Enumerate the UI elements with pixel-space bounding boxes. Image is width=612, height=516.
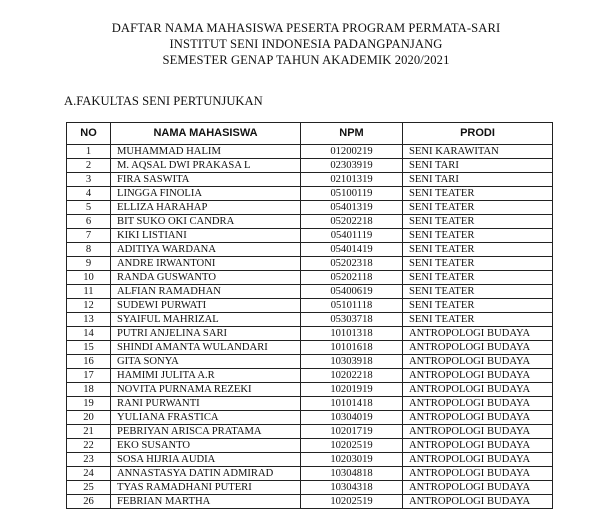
cell-nama: ANDRE IRWANTONI (111, 257, 301, 271)
student-table (66, 122, 553, 509)
table-row (67, 327, 553, 341)
cell-nama: KIKI LISTIANI (111, 229, 301, 243)
cell-prodi: ANTROPOLOGI BUDAYA (403, 453, 553, 467)
cell-nama: PUTRI ANJELINA SARI (111, 327, 301, 341)
cell-prodi: ANTROPOLOGI BUDAYA (403, 341, 553, 355)
cell-no: 14 (67, 327, 111, 341)
cell-npm: 10304019 (301, 411, 403, 425)
table-row (67, 313, 553, 327)
table-row (67, 215, 553, 229)
cell-prodi: SENI TEATER (403, 271, 553, 285)
table-row (67, 481, 553, 495)
cell-no: 3 (67, 173, 111, 187)
cell-npm: 10203019 (301, 453, 403, 467)
header-nama: NAMA MAHASISWA (111, 123, 301, 145)
cell-nama: RANI PURWANTI (111, 397, 301, 411)
cell-prodi: SENI TEATER (403, 299, 553, 313)
document-title: DAFTAR NAMA MAHASISWA PESERTA PROGRAM PERMATA-SARI (111, 21, 501, 35)
cell-prodi: ANTROPOLOGI BUDAYA (403, 369, 553, 383)
cell-npm: 10201919 (301, 383, 403, 397)
semester-line: SEMESTER GENAP TAHUN AKADEMIK 2020/2021 (162, 53, 450, 67)
cell-nama: EKO SUSANTO (111, 439, 301, 453)
cell-no: 7 (67, 229, 111, 243)
table-row (67, 271, 553, 285)
table-row (67, 159, 553, 173)
table-row (67, 453, 553, 467)
cell-no: 8 (67, 243, 111, 257)
table-row (67, 383, 553, 397)
table-row (67, 257, 553, 271)
cell-prodi: SENI TEATER (403, 215, 553, 229)
cell-npm: 05202118 (301, 271, 403, 285)
cell-prodi: SENI TEATER (403, 229, 553, 243)
cell-npm: 10201719 (301, 425, 403, 439)
cell-npm: 02303919 (301, 159, 403, 173)
cell-prodi: ANTROPOLOGI BUDAYA (403, 327, 553, 341)
cell-nama: YULIANA FRASTICA (111, 411, 301, 425)
institution-name: INSTITUT SENI INDONESIA PADANGPANJANG (169, 37, 443, 51)
cell-npm: 05401119 (301, 229, 403, 243)
cell-no: 12 (67, 299, 111, 313)
header-no: NO (67, 123, 111, 145)
cell-nama: NOVITA PURNAMA REZEKI (111, 383, 301, 397)
document-header (0, 20, 612, 68)
table-row (67, 439, 553, 453)
cell-no: 10 (67, 271, 111, 285)
cell-no: 16 (67, 355, 111, 369)
cell-no: 17 (67, 369, 111, 383)
cell-npm: 10202519 (301, 439, 403, 453)
cell-nama: ANNASTASYA DATIN ADMIRAD (111, 467, 301, 481)
cell-npm: 05202318 (301, 257, 403, 271)
cell-prodi: ANTROPOLOGI BUDAYA (403, 383, 553, 397)
cell-npm: 05400619 (301, 285, 403, 299)
cell-nama: ELLIZA HARAHAP (111, 201, 301, 215)
cell-nama: TYAS RAMADHANI PUTERI (111, 481, 301, 495)
cell-npm: 10304818 (301, 467, 403, 481)
cell-prodi: SENI TEATER (403, 313, 553, 327)
cell-npm: 05401319 (301, 201, 403, 215)
cell-npm: 10101418 (301, 397, 403, 411)
cell-no: 20 (67, 411, 111, 425)
cell-prodi: ANTROPOLOGI BUDAYA (403, 425, 553, 439)
cell-prodi: SENI TEATER (403, 243, 553, 257)
table-row (67, 341, 553, 355)
table-row (67, 187, 553, 201)
cell-prodi: ANTROPOLOGI BUDAYA (403, 355, 553, 369)
cell-nama: FEBRIAN MARTHA (111, 495, 301, 509)
cell-prodi: SENI TEATER (403, 201, 553, 215)
cell-npm: 05401419 (301, 243, 403, 257)
cell-nama: MUHAMMAD HALIM (111, 145, 301, 159)
cell-npm: 05202218 (301, 215, 403, 229)
table-row (67, 229, 553, 243)
cell-no: 18 (67, 383, 111, 397)
cell-prodi: ANTROPOLOGI BUDAYA (403, 481, 553, 495)
cell-nama: M. AQSAL DWI PRAKASA L (111, 159, 301, 173)
cell-no: 11 (67, 285, 111, 299)
cell-nama: HAMIMI JULITA A.R (111, 369, 301, 383)
table-row (67, 425, 553, 439)
cell-no: 6 (67, 215, 111, 229)
cell-npm: 10303918 (301, 355, 403, 369)
cell-nama: PEBRIYAN ARISCA PRATAMA (111, 425, 301, 439)
table-row (67, 411, 553, 425)
cell-prodi: ANTROPOLOGI BUDAYA (403, 495, 553, 509)
cell-npm: 05100119 (301, 187, 403, 201)
cell-nama: SOSA HIJRIA AUDIA (111, 453, 301, 467)
cell-no: 4 (67, 187, 111, 201)
cell-prodi: ANTROPOLOGI BUDAYA (403, 411, 553, 425)
cell-no: 21 (67, 425, 111, 439)
cell-nama: FIRA SASWITA (111, 173, 301, 187)
cell-nama: BIT SUKO OKI CANDRA (111, 215, 301, 229)
table-row (67, 369, 553, 383)
cell-nama: ADITIYA WARDANA (111, 243, 301, 257)
cell-no: 15 (67, 341, 111, 355)
header-prodi: PRODI (403, 123, 553, 145)
cell-nama: SYAIFUL MAHRIZAL (111, 313, 301, 327)
cell-no: 23 (67, 453, 111, 467)
cell-no: 24 (67, 467, 111, 481)
cell-no: 1 (67, 145, 111, 159)
cell-npm: 02101319 (301, 173, 403, 187)
cell-npm: 10101618 (301, 341, 403, 355)
cell-no: 13 (67, 313, 111, 327)
cell-npm: 05101118 (301, 299, 403, 313)
cell-npm: 10304318 (301, 481, 403, 495)
cell-nama: LINGGA FINOLIA (111, 187, 301, 201)
cell-no: 2 (67, 159, 111, 173)
section-heading: A.FAKULTAS SENI PERTUNJUKAN (64, 94, 263, 108)
cell-prodi: SENI TARI (403, 173, 553, 187)
cell-no: 25 (67, 481, 111, 495)
cell-prodi: SENI TEATER (403, 187, 553, 201)
cell-no: 5 (67, 201, 111, 215)
cell-npm: 01200219 (301, 145, 403, 159)
cell-nama: ALFIAN RAMADHAN (111, 285, 301, 299)
cell-prodi: ANTROPOLOGI BUDAYA (403, 467, 553, 481)
table-row (67, 173, 553, 187)
cell-no: 9 (67, 257, 111, 271)
table-row (67, 285, 553, 299)
cell-nama: RANDA GUSWANTO (111, 271, 301, 285)
cell-prodi: SENI KARAWITAN (403, 145, 553, 159)
table-row (67, 243, 553, 257)
cell-no: 19 (67, 397, 111, 411)
cell-nama: GITA SONYA (111, 355, 301, 369)
cell-nama: SHINDI AMANTA WULANDARI (111, 341, 301, 355)
header-npm: NPM (301, 123, 403, 145)
table-row (67, 495, 553, 509)
cell-prodi: ANTROPOLOGI BUDAYA (403, 439, 553, 453)
table-row (67, 397, 553, 411)
cell-nama: SUDEWI PURWATI (111, 299, 301, 313)
cell-npm: 10202519 (301, 495, 403, 509)
cell-npm: 10101318 (301, 327, 403, 341)
cell-prodi: SENI TARI (403, 159, 553, 173)
table-row (67, 299, 553, 313)
cell-no: 22 (67, 439, 111, 453)
cell-no: 26 (67, 495, 111, 509)
table-row (67, 201, 553, 215)
cell-prodi: SENI TEATER (403, 257, 553, 271)
cell-prodi: ANTROPOLOGI BUDAYA (403, 397, 553, 411)
table-header-row (67, 123, 553, 145)
cell-npm: 10202218 (301, 369, 403, 383)
table-row (67, 467, 553, 481)
table-row (67, 145, 553, 159)
cell-npm: 05303718 (301, 313, 403, 327)
cell-prodi: SENI TEATER (403, 285, 553, 299)
table-row (67, 355, 553, 369)
